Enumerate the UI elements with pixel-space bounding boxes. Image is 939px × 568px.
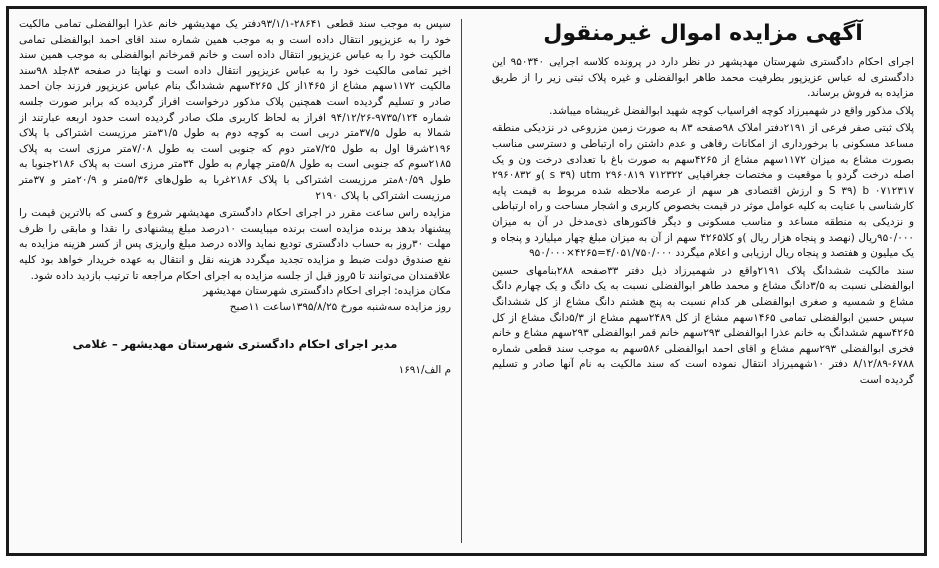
auction-location: مکان مزایده: اجرای احکام دادگستری شهرستان مهدیشهر [203, 285, 451, 298]
column-divider [461, 19, 462, 543]
intro-paragraph: اجرای احکام دادگستری شهرستان مهدیشهر در نظر دارد در پرونده کلاسه اجرایی ۹۵۰۳۴۰ این دادگستری له عباس عزیزپور بطرفیت محمد طاهر ابوالفضلی و غیره پلاک ثبتی زیر را از طریق مزایده به فروش برساند. [492, 56, 915, 100]
auction-date: روز مزایده سه‌شنبه مورخ ۱۳۹۵/۸/۲۵ساعت ۱۱صبح [229, 300, 451, 313]
reference-code: م الف/۱۶۹۱ [398, 363, 451, 376]
transfer-boundaries-paragraph: سپس به موجب سند قطعی ۲۸۶۴۱-۹۳/۱/۱دفتر یک مهدیشهر خانم عذرا ابوالفضلی تمامی مالکیت خود را به عزیزپور انتقال داده است و به موجب همین شماره سند اقای احمد ابوالفضلی تمامی مالکیت خود را به عباس عزیزپور انتقال داده است و خانم قمرخانم ابوالفضلی به موجب همین سند اخیر تمامی مالکیت خود را به عباس عزیزپور انتقال داده است و نهایتا در صفحه ۸۳جلد ۹۸سند مالکیت ۱۱۷۲سهم مشاع از ۱۴۶۵از کل ۴۲۶۵سهم ششدانگ بنام عباس عزیزپور فرزند جان احمد صادر و تسلیم گردیده است همچنین پلاک مذکور درخواست افراز گردیده که برابر صورت جلسه شماره ۹۷۳۵/۱۲۴-۹۴/۱۲/۲۶ افراز به لحاظ کاربری ملک صادر گردیده است حدود اربعه عبارتند از شمالا به طول ۳۷/۵متر دربی است به کوچه دوم به طول ۳۱/۵متر مرزیست اشتراکی با پلاک ۲۱۹۶شرقا اول به طول ۷/۲۵متر دوم که جنوبی است به طول ۷/۰۸متر مرزی است به پلاک ۲۱۸۵سوم که جنوبی است به طول ۵/۸متر چهارم به طول ۳۴متر مرزی است به پلاک ۲۱۸۶جنوبا به طول ۸۰/۵۹متر مرزیست اشتراکی با پلاک ۲۱۸۶غربا به طول‌های ۵/۳۶متر و ۲۰/۹متر و ۳۷متر مرزیست اشتراکی با پلاک ۲۱۹۰ [19, 18, 452, 202]
signature-line: مدیر اجرای احکام دادگستری شهرستان مهدیشهر – غلامی [72, 337, 398, 352]
auction-terms-paragraph: مزایده راس ساعت مقرر در اجرای احکام دادگستری مهدیشهر شروع و کسی که بالاترین قیمت را پیشنهاد بدهد برنده مزایده است برنده میبایست ۱۰درصد مبلغ پیشنهادی را نقدا و مابقی را ظرف مهلت ۳۰روز به حساب دادگستری تودیع نماید والاده درصد مبلغ واریزی پس از کسر هزینه مزایده به نفع صندوق دولت ضبط و مزایده تجدید میگردد هزینه نقل و انتقال به عهده خریدار خواهد بود کلیه علاقمندان می‌توانند تا ۵روز قبل از جلسه مزایده به اجرای احکام مراجعه تا ترتیب بازدید داده شود. [19, 207, 451, 282]
left-column [19, 17, 451, 378]
location-paragraph: پلاک مذکور واقع در شهمیرزاد کوچه افراسیاب کوچه شهید ابوالفضل غریبشاه میباشد. [549, 104, 914, 117]
right-column [492, 17, 914, 388]
notice-frame [6, 6, 927, 556]
property-description-paragraph: پلاک ثبتی صفر فرعی از ۲۱۹۱دفتر املاک ۹۸صفحه ۸۳ به صورت زمین مزروعی در نزدیکی منطقه مساعد مسکونی با برخورداری از امکانات رفاهی و عدم داشتن راه ارتباطی و دسترسی مناسب بصورت مشاع به میزان ۱۱۷۲سهم مشاع از ۴۲۶۵سهم به صورت باغ با تعدادی درخت ون و یک اصله درخت گردو با موقعیت و مختصات جغرافیایی ۷۱۲۳۲۲ s ۳۹) utm ۲۹۶۰۸۱۹ )و ۲۹۶۰۸۳۲ ۰۷۱۲۳۱۷ S ۳۹) b و ارزش اقتصادی هر سهم از عرصه ملاحظه شده مربوط به قیمت پایه کارشناسی با عنایت به کلیه عوامل موثر در قیمت بخصوص کاربری و اشجار مساحت و راه ارتباطی و نزدیکی به منطقه مساعد و مناسب مسکونی و دیگر فاکتورهای ذی‌مدخل در آن به میزان ۹۵۰/۰۰۰ریال (نهصد و پنجاه هزار ریال )و کلا۴۲۶۵ سهم از آن به میزان مبلغ چهار میلیارد و پنجاه و یک میلیون و هفتصد و پنجاه ریال ارزیابی و اعلام میگردد ۴/۰۵۱/۷۵۰/۰۰۰=۴۲۶۵×۹۵۰/۰۰۰ [492, 122, 914, 260]
ownership-history-paragraph: سند مالکیت ششدانگ پلاک ۲۱۹۱واقع در شهمیرزاد ذیل دفتر ۳۳صفحه ۲۸۸بنامهای حسین ابوالفضلی نسبت به ۳/۵دانگ مشاع و محمد طاهر ابوالفضلی نسبت به یک دانگ و یک چهارم دانگ مشاع و شمسیه و صغری ابوالفضلی هر کدام نسبت به پنج هشتم دانگ مشاع از کل ششدانگ سپس حسین ابوالفضلی تمامی ۱۴۶۵سهم مشاع از کل ۲۴۸۹سهم مشاع از ۵/۳دانگ مشاع از کل ۴۲۶۵سهم ششدانگ به خانم عذرا ابوالفضلی ۲۹۳سهم خانم قمر ابوالفضلی ۲۹۳سهم مشاع و خانم فخری ابوالفضلی ۲۹۳سهم مشاع و اقای احمد ابوالفضلی ۵۸۶سهم به موجب سند قطعی شماره ۶۷۸۸-۸/۱۲/۸۹ دفتر ۱۰شهمیرزاد انتقال نموده است که سند مالکیت به نام آنها صادر و تسلیم گردیده است [492, 264, 915, 386]
notice-title: آگهی مزایده اموال غیرمنقول [543, 21, 863, 46]
